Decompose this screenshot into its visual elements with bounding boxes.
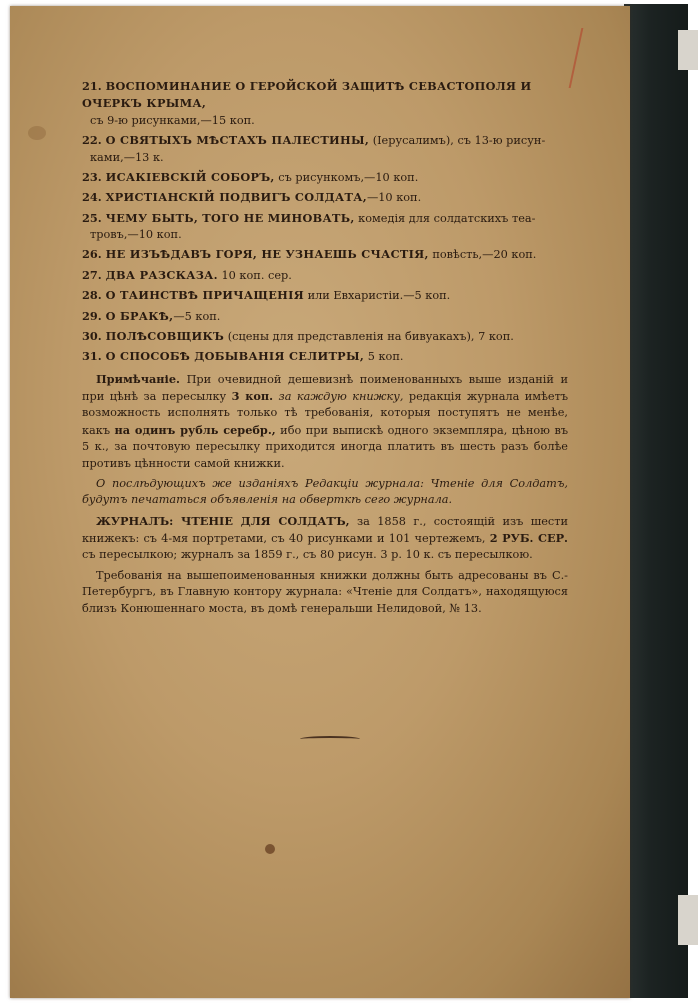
item-number: 30. (82, 328, 102, 343)
item-title: ПОЛѢСОВЩИКЪ (105, 328, 225, 343)
journal-text: за 1858 г., состоящій изъ шести книжекъ: съ 4-мя портретами, съ 40 рисунками и 101 чертежемъ, (82, 514, 569, 545)
item-continuation: ками,—13 к. (90, 150, 164, 164)
list-item (82, 210, 568, 244)
note-paragraph (82, 371, 568, 472)
journal-price: 2 РУБ. СЕР. (489, 531, 568, 545)
item-number: 27. (82, 267, 102, 282)
list-item (82, 267, 568, 284)
note-text: редакція журнала имѣетъ возможность исполнять только тѣ требованія, которыя поступятъ не менѣе, какъ (82, 390, 569, 437)
item-number: 24. (82, 190, 102, 205)
item-detail: комедія для солдатскихъ теа- (358, 211, 536, 225)
journal-paragraph (82, 513, 568, 564)
item-title: ХРИСТІАНСКІЙ ПОДВИГЪ СОЛДАТА, (105, 190, 367, 205)
item-number: 29. (82, 308, 102, 323)
list-item (82, 348, 568, 365)
item-number: 21. (82, 79, 102, 93)
journal-label: ЖУРНАЛЪ: ЧТЕНІЕ ДЛЯ СОЛДАТЪ, (96, 513, 350, 528)
item-number: 22. (82, 133, 102, 148)
item-title: О СПОСОБѢ ДОБЫВАНІЯ СЕЛИТРЫ, (105, 349, 365, 364)
note-emphasis: на одинъ рубль серебр., (114, 422, 276, 437)
item-number: 28. (82, 288, 102, 303)
list-item (82, 308, 568, 325)
list-item (82, 189, 568, 206)
item-title: НЕ ИЗЪѢДАВЪ ГОРЯ, НЕ УЗНАЕШЬ СЧАСТІЯ, (105, 247, 429, 262)
item-detail: 5 коп. (367, 350, 404, 364)
item-detail: или Евхаристіи.—5 коп. (307, 289, 451, 303)
address-paragraph: Требованія на вышепоименованныя книжки должны быть адресованы въ С.-Петербургъ, въ Главную контору журнала: «Чтеніе для Солдатъ», находящуюся близъ Конюшеннаго моста, въ домѣ генеральши Нелидовой, № 13. (82, 568, 568, 615)
note-text: При очевидной дешевизнѣ поименованныхъ выше изданій и при цѣнѣ за пересылку (82, 372, 568, 403)
list-item (82, 169, 568, 186)
item-continuation: съ 9-ю рисунками,—15 коп. (90, 113, 255, 127)
note-emphasis: 3 коп. (231, 389, 274, 403)
item-detail: (Іерусалимъ), съ 13-ю рисун- (372, 134, 546, 148)
paper-stain (265, 844, 275, 854)
item-title: О БРАКѢ, (105, 308, 174, 323)
list-item (82, 78, 568, 129)
ornament-divider (300, 736, 360, 742)
announcement-paragraph: О послѣдующихъ же изданіяхъ Редакціи журнала: Чтеніе для Солдатъ, будутъ печататься объявленія на обверткѣ сего журнала. (82, 476, 568, 507)
item-title: ИСАКІЕВСКІЙ СОБОРЪ, (105, 169, 275, 184)
item-number: 26. (82, 247, 102, 262)
item-number: 31. (82, 349, 102, 364)
note-text: ибо при выпискѣ одного экземпляра, цѣною въ 5 к., за почтовую пересылку приходится иногда платить въ шесть разъ болѣе противъ цѣнности самой книжки. (82, 423, 569, 470)
item-detail: съ рисункомъ,—10 коп. (278, 170, 419, 184)
item-title: О СВЯТЫХЪ МѢСТАХЪ ПАЛЕСТИНЫ, (105, 133, 370, 148)
paper-stain (28, 126, 46, 140)
item-number: 23. (82, 169, 102, 184)
item-title: ВОСПОМИНАНИЕ О ГЕРОЙСКОЙ ЗАЩИТѢ СЕВАСТОПОЛЯ И ОЧЕРКЪ КРЫМА, (82, 79, 532, 111)
list-item (82, 328, 568, 345)
note-italic: за каждую книжку, (278, 390, 404, 403)
item-detail: (сцены для представленія на бивуакахъ), 7 коп. (227, 329, 514, 343)
item-title: ЧЕМУ БЫТЬ, ТОГО НЕ МИНОВАТЬ, (105, 210, 355, 225)
item-detail: повѣсть,—20 коп. (432, 248, 537, 262)
note-label: Примѣчаніе. (96, 371, 180, 386)
item-detail: —5 коп. (173, 309, 221, 323)
item-number: 25. (82, 210, 102, 225)
item-continuation: тровъ,—10 коп. (90, 228, 182, 241)
list-item (82, 287, 568, 304)
page-edge (678, 895, 698, 945)
item-detail: 10 коп. сер. (221, 268, 292, 282)
list-item (82, 132, 568, 166)
book-spine (624, 4, 688, 998)
item-detail: —10 коп. (366, 191, 422, 205)
journal-text: съ пересылкою; журналъ за 1859 г., съ 80 рисун. 3 р. 10 к. съ пересылкою. (82, 548, 533, 562)
advertisement-list (82, 78, 568, 617)
list-item (82, 246, 568, 263)
item-title: ДВА РАЗСКАЗА. (105, 267, 218, 282)
page-edge (678, 30, 698, 70)
item-title: О ТАИНСТВѢ ПРИЧАЩЕНІЯ (105, 288, 304, 303)
